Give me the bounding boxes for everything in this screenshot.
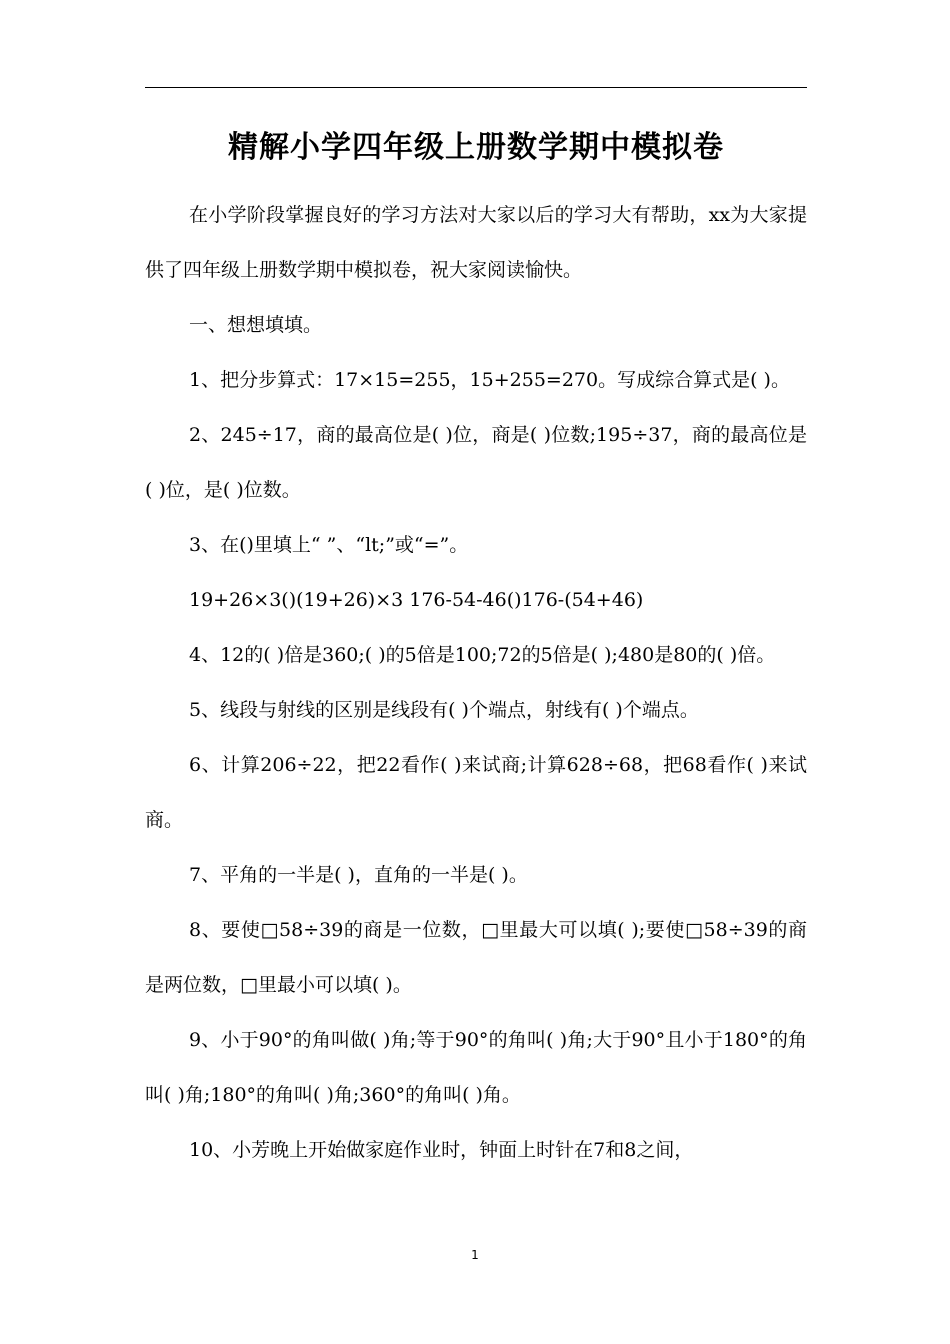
- question-4: 4、12的( )倍是360;( )的5倍是100;72的5倍是( );480是80的( )倍。: [189, 644, 776, 666]
- question-6: 6、计算206÷22，把22看作( )来试商;计算628÷68，把68看作( )来试商。: [145, 754, 807, 831]
- question-7: 7、平角的一半是( )，直角的一半是( )。: [189, 864, 528, 886]
- question-1: 1、把分步算式：17×15=255，15+255=270。写成综合算式是( )。: [189, 369, 790, 391]
- section-heading: 一、想想填填。: [189, 314, 323, 336]
- page-number: 1: [471, 1248, 479, 1262]
- question-8: 8、要使□58÷39的商是一位数，□里最大可以填( );要使□58÷39的商是两位数，□里最小可以填( )。: [145, 919, 807, 996]
- header-rule: [145, 87, 807, 88]
- question-2: 2、245÷17，商的最高位是( )位，商是( )位数;195÷37，商的最高位是( )位，是( )位数。: [145, 424, 807, 501]
- question-3-expressions: 19+26×3()(19+26)×3 176-54-46()176-(54+46): [189, 589, 644, 611]
- page-title: 精解小学四年级上册数学期中模拟卷: [228, 130, 724, 165]
- question-9: 9、小于90°的角叫做( )角;等于90°的角叫( )角;大于90°且小于180°的角叫( )角;180°的角叫( )角;360°的角叫( )角。: [145, 1029, 807, 1106]
- intro-paragraph: 在小学阶段掌握良好的学习方法对大家以后的学习大有帮助，xx为大家提供了四年级上册数学期中模拟卷，祝大家阅读愉快。: [145, 204, 807, 281]
- question-3: 3、在()里填上“ ”、“lt;”或“=”。: [189, 534, 469, 556]
- document-body: [145, 188, 807, 1178]
- question-5: 5、线段与射线的区别是线段有( )个端点，射线有( )个端点。: [189, 699, 699, 721]
- question-10: 10、小芳晚上开始做家庭作业时，钟面上时针在7和8之间，: [189, 1139, 694, 1161]
